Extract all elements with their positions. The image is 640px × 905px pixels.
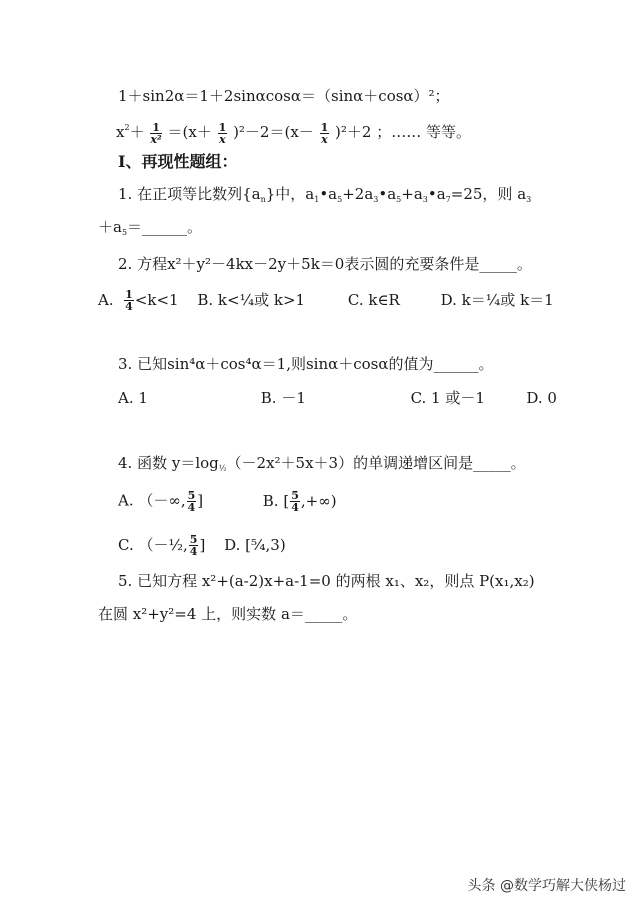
formula-identity-2: $x^2+$ $\frac{1}{\text{x²}}$ ＝(x＋ $\frac{1}{x}$ )²－2＝(x－ $\frac{1}{x}$ )²＋2 ；…… 等等。 [116, 120, 471, 146]
q3-option-d: D. 0 [526, 389, 557, 407]
q4-option-a: A. （－∞, $\frac{5}{4}$ ] [118, 489, 204, 514]
q2-option-b: B. k<¼或 k>1 [197, 290, 306, 309]
formula2-plus: ＋ [129, 123, 145, 141]
formula2-part4: )²－2＝(x－ [233, 123, 314, 141]
question-1-line-1: 1. 在正项等比数列$\{a_n\}$中，$a_1•a_5+2a_3•a_5+a_3•a_7=25$，则 $a_3$ [118, 185, 532, 204]
q3-option-b: B. －1 [260, 389, 306, 407]
q2-option-c: C. k∈R [347, 290, 400, 309]
q3-option-a: A. 1 [118, 389, 148, 407]
formula2-part5: )²＋2 ；…… 等等。 [335, 123, 471, 141]
fraction-1-over-x-b: $\frac{1}{x}$ [320, 120, 329, 146]
formula2-part3: ＝(x＋ [167, 123, 212, 141]
fraction-1-over-x-a: $\frac{1}{x}$ [218, 120, 227, 146]
question-2-options [98, 289, 554, 312]
formula-identity-1: 1＋sin2α＝1＋2sinαcosα＝（sinα＋cosα）²； [118, 87, 450, 105]
question-5-line-2: 在圆 x²+y²=4 上，则实数 a＝_____。 [98, 605, 358, 623]
question-1-line-2: $+a_5=\_\_\_\_\_\_$。 [98, 218, 203, 237]
question-3-options [118, 388, 557, 408]
fraction-1-over-x2: $\frac{1}{\text{x²}}$ [150, 120, 162, 146]
formula2-part1: x [116, 123, 125, 141]
question-5-line-1: 5. 已知方程 x²+(a-2)x+a-1=0 的两根 x₁、x₂，则点 P(x₁,x₂) [118, 572, 535, 590]
watermark: 头条 @数学巧解大侠杨过 [467, 878, 626, 894]
q4-option-b: B. [ $\frac{5}{4}$ ,+∞) [262, 489, 337, 514]
question-4-options-ab [118, 490, 337, 513]
q4-option-c: C. （－½, $\frac{5}{4}$ ] [118, 533, 206, 558]
question-4-text: 4. 函数 $y=\log_{\frac{1}{2}}(-2x^2+5x+3)$的单调递增区间是_____。 [118, 454, 526, 473]
section-title: Ⅰ、再现性题组： [118, 152, 238, 171]
q4-option-d: D. [⁵⁄₄,3) [224, 535, 286, 554]
q3-option-c: C. 1 或－1 [410, 389, 485, 407]
q2-option-d: D. k＝¼或 k＝1 [440, 290, 554, 309]
question-2-text: 2. 方程x²＋y²－4kx－2y＋5k＝0表示圆的充要条件是_____。 [118, 255, 532, 273]
q2-option-a: A. $\frac{1}{4}$ <k<1 [98, 288, 179, 313]
question-3-text: 3. 已知sin⁴α＋cos⁴α＝1,则sinα＋cosα的值为______。 [118, 355, 494, 373]
question-4-options-cd [118, 534, 286, 557]
